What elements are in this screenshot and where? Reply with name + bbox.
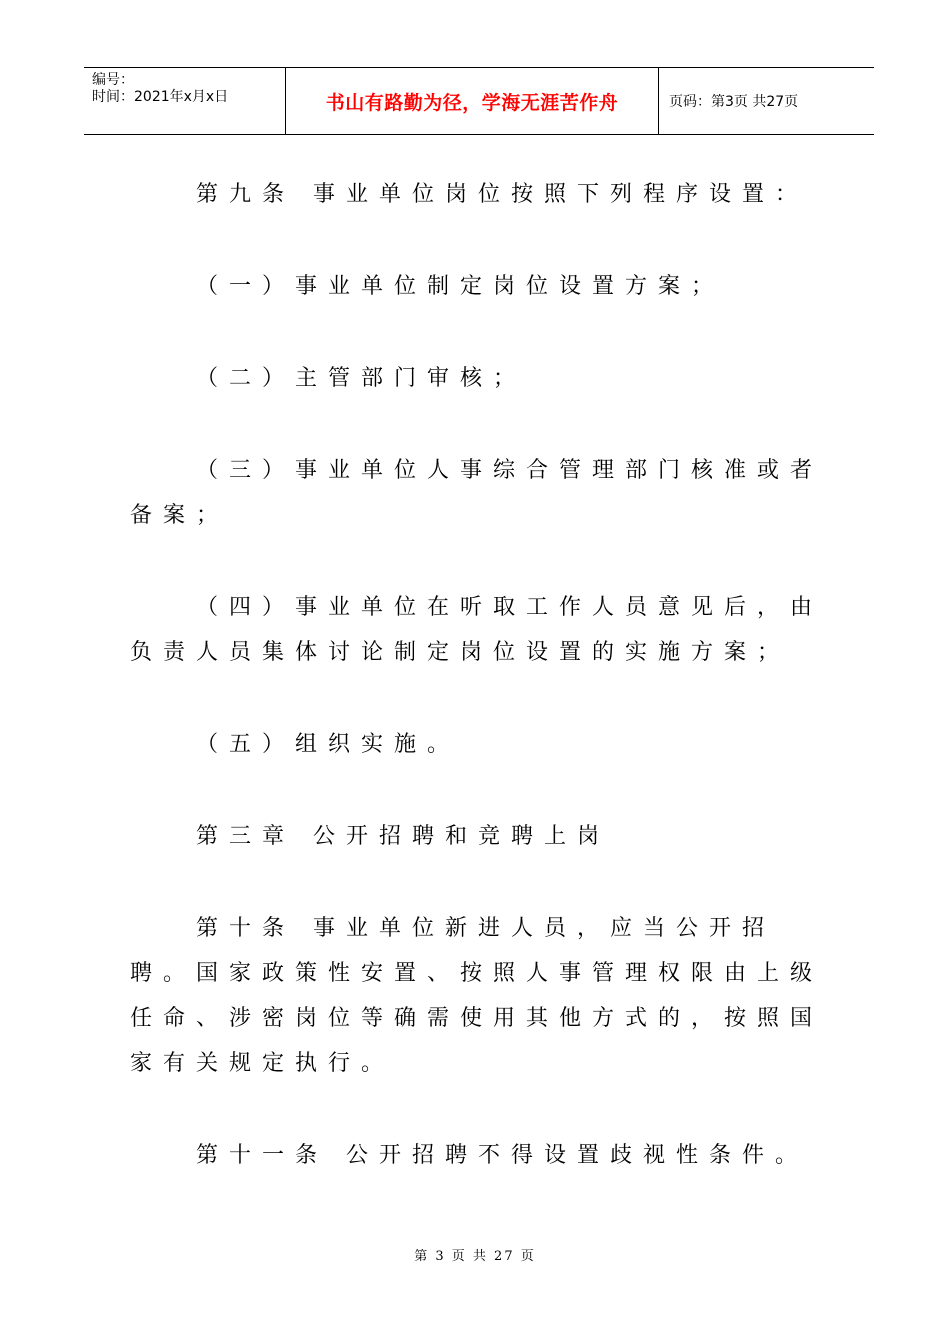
paragraph: （一）事业单位制定岗位设置方案； xyxy=(196,274,725,299)
page-header xyxy=(84,67,874,135)
paragraph: （三）事业单位人事综合管理部门核准或者备案； xyxy=(130,458,824,528)
document-body xyxy=(130,172,840,1225)
paragraph: （二）主管部门审核； xyxy=(196,366,527,391)
paragraph: 第十一条 公开招聘不得设置歧视性条件。 xyxy=(196,1143,808,1168)
paragraph: （四）事业单位在听取工作人员意见后，由负责人员集体讨论制定岗位设置的实施方案； xyxy=(130,595,824,665)
paragraph: 第九条 事业单位岗位按照下列程序设置： xyxy=(196,182,808,207)
paragraph: （五）组织实施。 xyxy=(196,732,461,757)
document-time-label: 时间：2021年x月x日 xyxy=(92,89,229,105)
header-slogan: 书山有路勤为径，学海无涯苦作舟 xyxy=(286,68,659,134)
header-page-info: 页码：第3页 共27页 xyxy=(669,94,799,110)
page-footer: 第 3 页 共 27 页 xyxy=(414,1249,536,1264)
paragraph: 第十条 事业单位新进人员，应当公开招聘。国家政策性安置、按照人事管理权限由上级任命、涉密岗位等确需使用其他方式的，按照国家有关规定执行。 xyxy=(130,916,824,1076)
document-number-label: 编号： xyxy=(92,72,134,88)
header-meta xyxy=(84,68,286,134)
chapter-heading: 第三章 公开招聘和竞聘上岗 xyxy=(196,824,610,849)
